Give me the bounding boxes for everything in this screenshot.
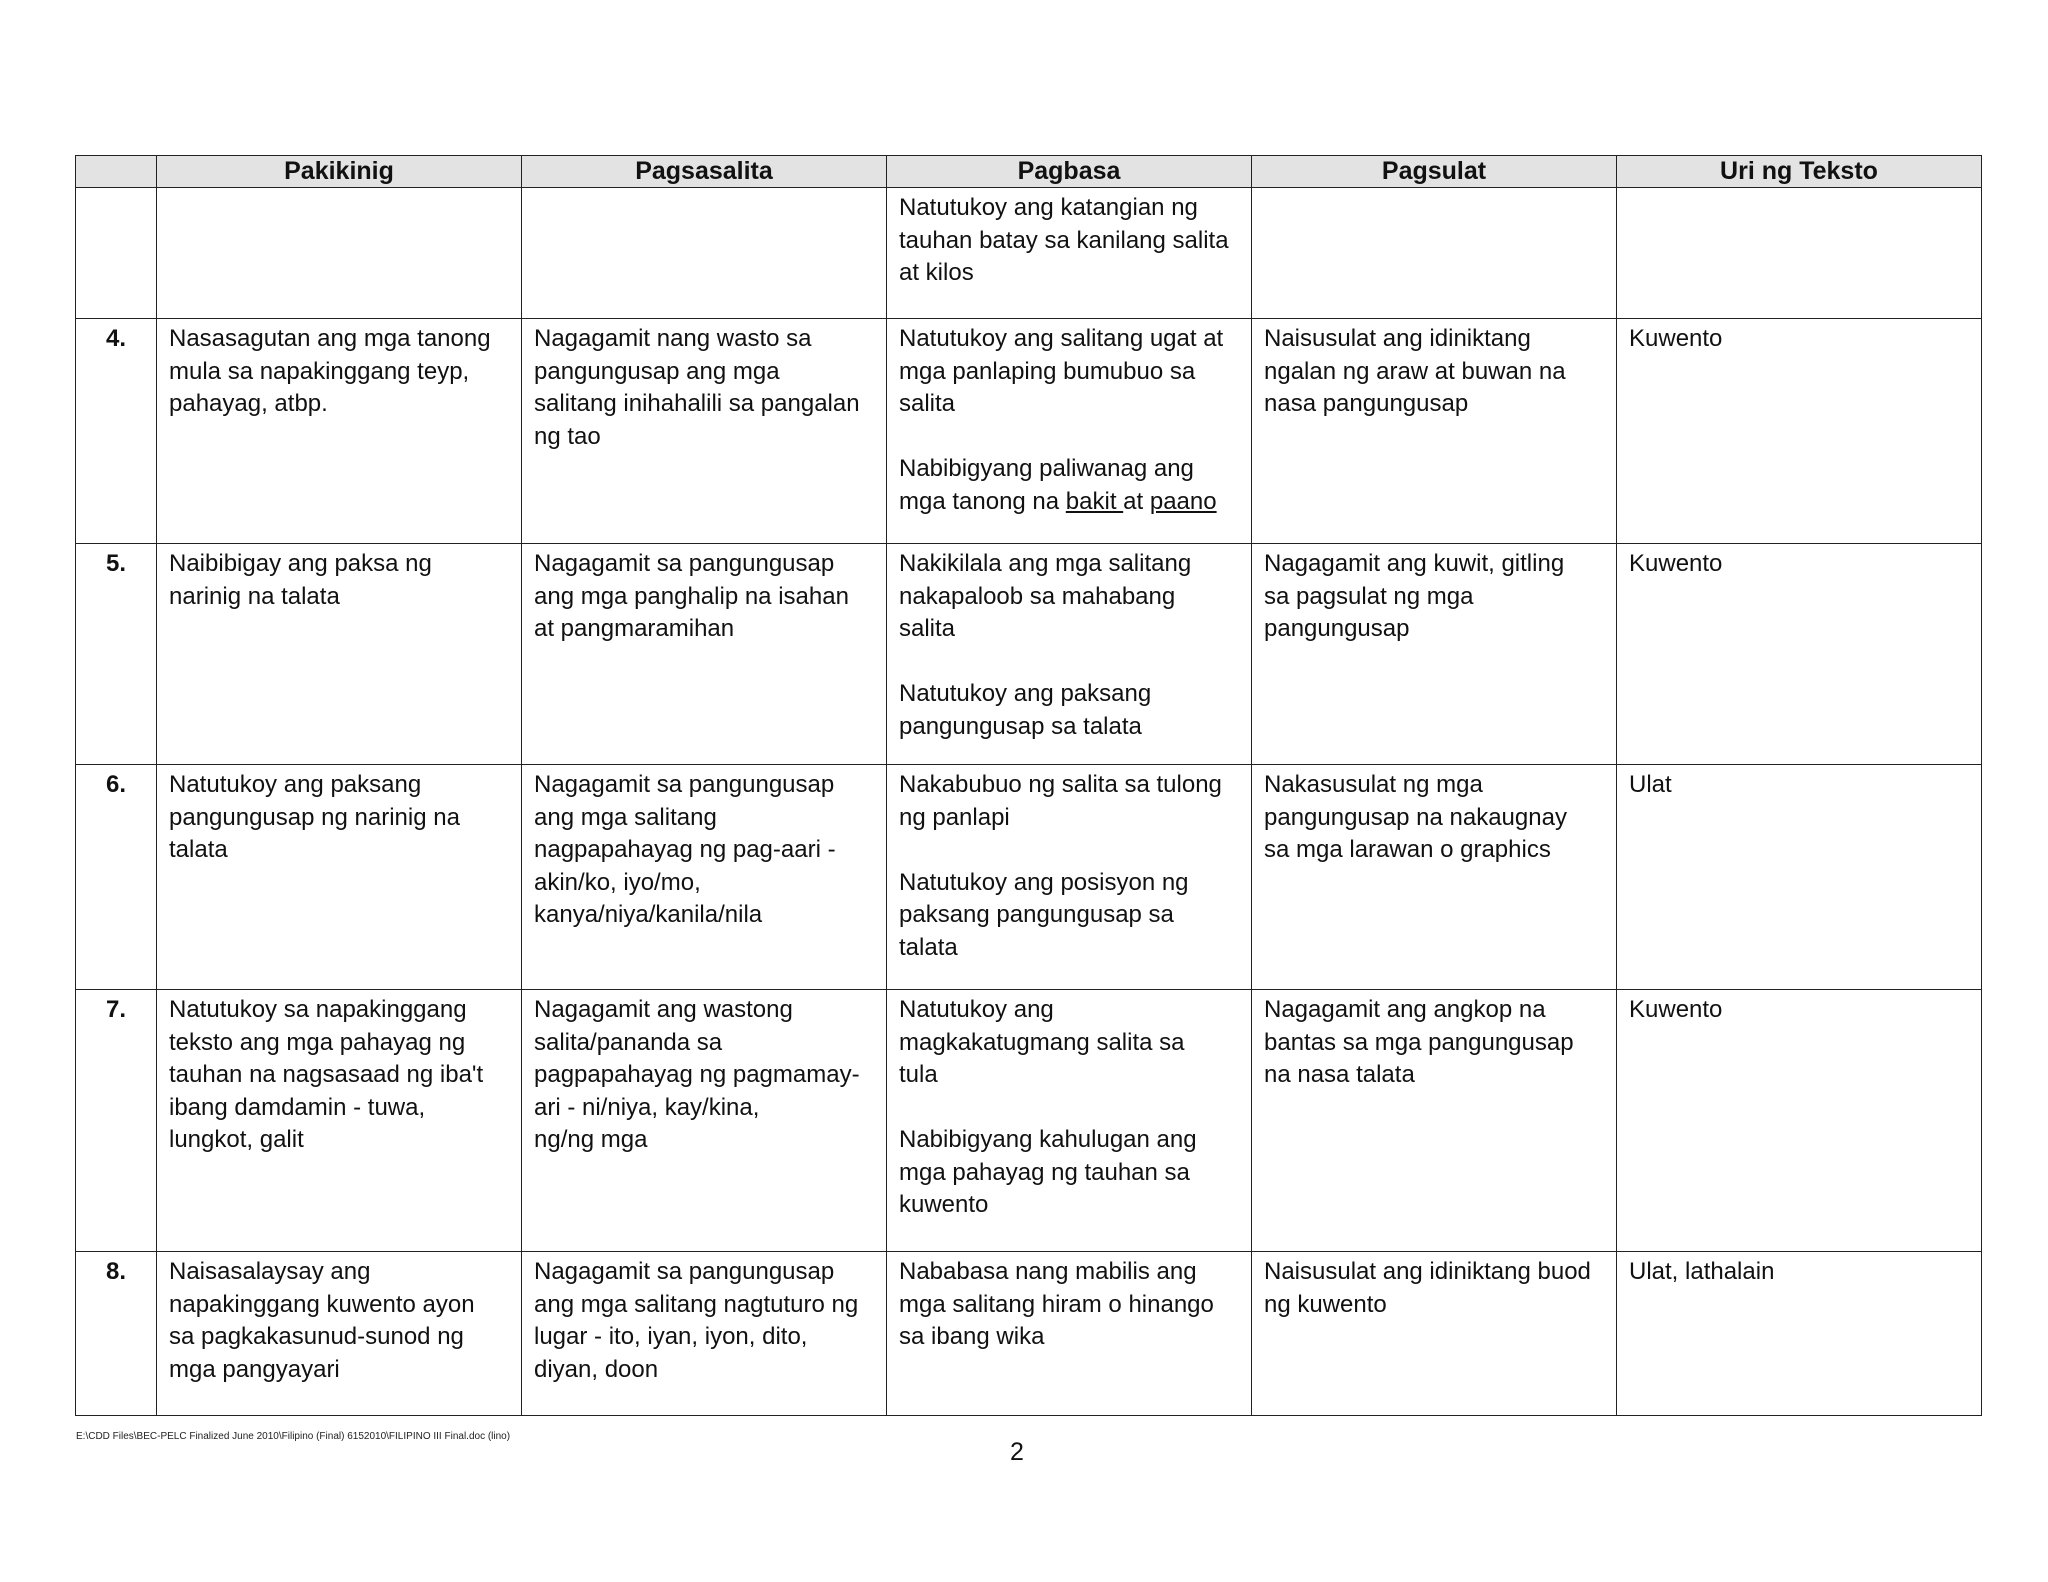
cell-line: kanya/niya/kanila/nila bbox=[534, 901, 763, 928]
cell-line: Natutukoy ang paksang bbox=[899, 680, 1152, 707]
text-segment: mga tanong na bbox=[899, 487, 1066, 515]
cell-pagsulat bbox=[1252, 188, 1617, 319]
cell-pagsulat bbox=[1252, 765, 1617, 990]
header-pagbasa: Pagbasa bbox=[887, 156, 1252, 188]
row-number: 8. bbox=[76, 1252, 157, 1416]
header-uri-ng-teksto: Uri ng Teksto bbox=[1617, 156, 1982, 188]
cell-pagbasa bbox=[887, 1252, 1252, 1416]
header-pakikinig: Pakikinig bbox=[157, 156, 522, 188]
cell-line: pangungusap ng narinig na bbox=[169, 803, 460, 831]
cell-line: salitang inihahalili sa pangalan bbox=[534, 390, 860, 417]
cell-uri-ng-teksto: Ulat bbox=[1617, 765, 1982, 990]
cell-line bbox=[899, 486, 1239, 519]
cell-pagsasalita bbox=[522, 990, 887, 1252]
cell-line: ng panlapi bbox=[899, 803, 1010, 831]
cell-line: lugar - ito, iyan, iyon, dito, bbox=[534, 1323, 808, 1350]
page-number: 2 bbox=[1010, 1438, 1024, 1466]
header-pagsasalita: Pagsasalita bbox=[522, 156, 887, 188]
cell-line: magkakatugmang salita sa bbox=[899, 1028, 1185, 1056]
text-segment: at bbox=[1123, 487, 1150, 515]
table-row bbox=[76, 319, 1982, 544]
cell-line: at pangmaramihan bbox=[534, 615, 735, 642]
cell-line: Nabibigyang kahulugan ang bbox=[899, 1126, 1197, 1153]
cell-line: salita bbox=[899, 615, 956, 642]
cell-line: Nababasa nang mabilis ang bbox=[899, 1258, 1197, 1285]
cell-line: salita bbox=[899, 390, 956, 417]
cell-line: salita/pananda sa bbox=[534, 1028, 723, 1056]
cell-line: pangungusap na nakaugnay bbox=[1264, 803, 1567, 831]
cell-line: Nagagamit sa pangungusap bbox=[534, 771, 835, 798]
cell-uri-ng-teksto: Kuwento bbox=[1617, 544, 1982, 765]
cell-pagsulat bbox=[1252, 544, 1617, 765]
cell-line: Nagagamit ang angkop na bbox=[1264, 996, 1546, 1023]
cell-pagsulat bbox=[1252, 990, 1617, 1252]
table-row bbox=[76, 1252, 1982, 1416]
cell-line: lungkot, galit bbox=[169, 1126, 304, 1153]
table-body bbox=[76, 188, 1982, 1416]
cell-pagsulat bbox=[1252, 1252, 1617, 1416]
cell-line: sa pagsulat ng mga bbox=[1264, 582, 1474, 610]
cell-pagsasalita bbox=[522, 544, 887, 765]
row-number: 5. bbox=[76, 544, 157, 765]
cell-line: ng/ng mga bbox=[534, 1126, 648, 1153]
cell-line: nagpapahayag ng pag-aari - bbox=[534, 836, 836, 863]
footer-file-path: E:\CDD Files\BEC-PELC Finalized June 2010\Filipino (Final) 6152010\FILIPINO III Final.doc (lino) bbox=[76, 1431, 511, 1442]
cell-line: Natutukoy ang paksang bbox=[169, 771, 422, 798]
cell-line: mga salitang hiram o hinango bbox=[899, 1290, 1214, 1318]
cell-pagbasa bbox=[887, 188, 1252, 319]
header-number bbox=[76, 156, 157, 188]
cell-line: Nagagamit nang wasto sa bbox=[534, 325, 812, 352]
header-pagsulat: Pagsulat bbox=[1252, 156, 1617, 188]
cell-line: Nabibigyang paliwanag ang bbox=[899, 455, 1194, 482]
row-number: 7. bbox=[76, 990, 157, 1252]
table-row bbox=[76, 544, 1982, 765]
cell-line: mga pahayag ng tauhan sa bbox=[899, 1158, 1190, 1186]
cell-line: ng kuwento bbox=[1264, 1290, 1387, 1318]
cell-line: ang mga panghalip na isahan bbox=[534, 582, 849, 610]
cell-pagsasalita bbox=[522, 1252, 887, 1416]
cell-pakikinig bbox=[157, 319, 522, 544]
table-header-row bbox=[76, 156, 1982, 188]
cell-line: pangungusap bbox=[1264, 615, 1410, 642]
table-row bbox=[76, 765, 1982, 990]
cell-line: Naibibigay ang paksa ng bbox=[169, 550, 432, 577]
cell-pagbasa bbox=[887, 544, 1252, 765]
cell-uri-ng-teksto: Kuwento bbox=[1617, 990, 1982, 1252]
cell-line: ibang damdamin - tuwa, bbox=[169, 1093, 426, 1121]
cell-line: tauhan batay sa kanilang salita bbox=[899, 226, 1229, 254]
cell-line: Nagagamit sa pangungusap bbox=[534, 550, 835, 577]
cell-pagsasalita bbox=[522, 188, 887, 319]
cell-pakikinig bbox=[157, 765, 522, 990]
cell-line: tauhan na nagsasaad ng iba't bbox=[169, 1061, 484, 1088]
cell-line: bantas sa mga pangungusap bbox=[1264, 1028, 1574, 1056]
cell-line: Natutukoy ang salitang ugat at bbox=[899, 325, 1224, 352]
table-row bbox=[76, 188, 1982, 319]
cell-line: sa pagkakasunud-sunod ng bbox=[169, 1323, 464, 1350]
cell-line: pagpapahayag ng pagmamay- bbox=[534, 1061, 860, 1088]
row-number: 6. bbox=[76, 765, 157, 990]
cell-line: pangungusap ang mga bbox=[534, 357, 780, 385]
paragraph-gap bbox=[899, 421, 1239, 454]
curriculum-table bbox=[75, 155, 1982, 1416]
cell-line: Naisusulat ang idiniktang bbox=[1264, 325, 1531, 352]
cell-line: Natutukoy sa napakinggang bbox=[169, 996, 467, 1023]
cell-line: Nasasagutan ang mga tanong bbox=[169, 325, 491, 352]
table-row bbox=[76, 990, 1982, 1252]
cell-line: Naisasalaysay ang bbox=[169, 1258, 371, 1285]
cell-line: paksang pangungusap sa bbox=[899, 901, 1174, 928]
row-number: 4. bbox=[76, 319, 157, 544]
cell-line: ang mga salitang nagtuturo ng bbox=[534, 1290, 859, 1318]
cell-line: sa mga larawan o graphics bbox=[1264, 836, 1551, 863]
cell-pakikinig bbox=[157, 990, 522, 1252]
cell-line: tula bbox=[899, 1061, 938, 1088]
cell-line: Nagagamit ang wastong bbox=[534, 996, 793, 1023]
cell-line: Natutukoy ang bbox=[899, 996, 1054, 1023]
cell-pagsulat bbox=[1252, 319, 1617, 544]
cell-pagsasalita bbox=[522, 765, 887, 990]
cell-line: Nakasusulat ng mga bbox=[1264, 771, 1483, 798]
cell-line: napakinggang kuwento ayon bbox=[169, 1290, 475, 1318]
cell-line: mula sa napakinggang teyp, bbox=[169, 357, 470, 385]
cell-uri-ng-teksto: Kuwento bbox=[1617, 319, 1982, 544]
cell-pakikinig bbox=[157, 544, 522, 765]
cell-line: nakapaloob sa mahabang bbox=[899, 582, 1176, 610]
paragraph-gap bbox=[899, 1092, 1239, 1125]
cell-pagbasa bbox=[887, 319, 1252, 544]
cell-line: pangungusap sa talata bbox=[899, 712, 1142, 740]
cell-pakikinig bbox=[157, 1252, 522, 1416]
cell-line: kuwento bbox=[899, 1191, 989, 1218]
cell-line: akin/ko, iyo/mo, bbox=[534, 868, 701, 896]
cell-line: Nagagamit sa pangungusap bbox=[534, 1258, 835, 1285]
row-number bbox=[76, 188, 157, 319]
cell-line: Nagagamit ang kuwit, gitling bbox=[1264, 550, 1565, 577]
cell-line: talata bbox=[169, 836, 228, 863]
cell-line: Natutukoy ang posisyon ng bbox=[899, 868, 1189, 896]
cell-pagbasa bbox=[887, 990, 1252, 1252]
cell-line: Nakabubuo ng salita sa tulong bbox=[899, 771, 1222, 798]
underlined-word: bakit bbox=[1065, 487, 1124, 515]
cell-line: pahayag, atbp. bbox=[169, 390, 328, 417]
cell-line: na nasa talata bbox=[1264, 1061, 1415, 1088]
cell-line: teksto ang mga pahayag ng bbox=[169, 1028, 466, 1056]
cell-pagsasalita bbox=[522, 319, 887, 544]
cell-line: talata bbox=[899, 933, 958, 961]
cell-pakikinig bbox=[157, 188, 522, 319]
cell-line: diyan, doon bbox=[534, 1355, 659, 1383]
paragraph-gap bbox=[899, 834, 1239, 867]
cell-line: mga panlaping bumubuo sa bbox=[899, 357, 1196, 385]
cell-line: ngalan ng araw at buwan na bbox=[1264, 357, 1566, 385]
cell-uri-ng-teksto: Ulat, lathalain bbox=[1617, 1252, 1982, 1416]
cell-line: ng tao bbox=[534, 422, 601, 450]
cell-line: Naisusulat ang idiniktang buod bbox=[1264, 1258, 1591, 1285]
cell-uri-ng-teksto bbox=[1617, 188, 1982, 319]
paragraph-gap bbox=[899, 646, 1239, 679]
cell-line: Nakikilala ang mga salitang bbox=[899, 550, 1192, 577]
cell-pagbasa bbox=[887, 765, 1252, 990]
underlined-word: paano bbox=[1149, 487, 1217, 515]
cell-line: narinig na talata bbox=[169, 582, 340, 610]
cell-line: nasa pangungusap bbox=[1264, 390, 1469, 417]
cell-line: at kilos bbox=[899, 259, 974, 286]
cell-line: ari - ni/niya, kay/kina, bbox=[534, 1093, 760, 1121]
cell-line: ang mga salitang bbox=[534, 803, 717, 831]
cell-line: Natutukoy ang katangian ng bbox=[899, 194, 1198, 221]
cell-line: sa ibang wika bbox=[899, 1323, 1045, 1350]
cell-line: mga pangyayari bbox=[169, 1355, 340, 1383]
